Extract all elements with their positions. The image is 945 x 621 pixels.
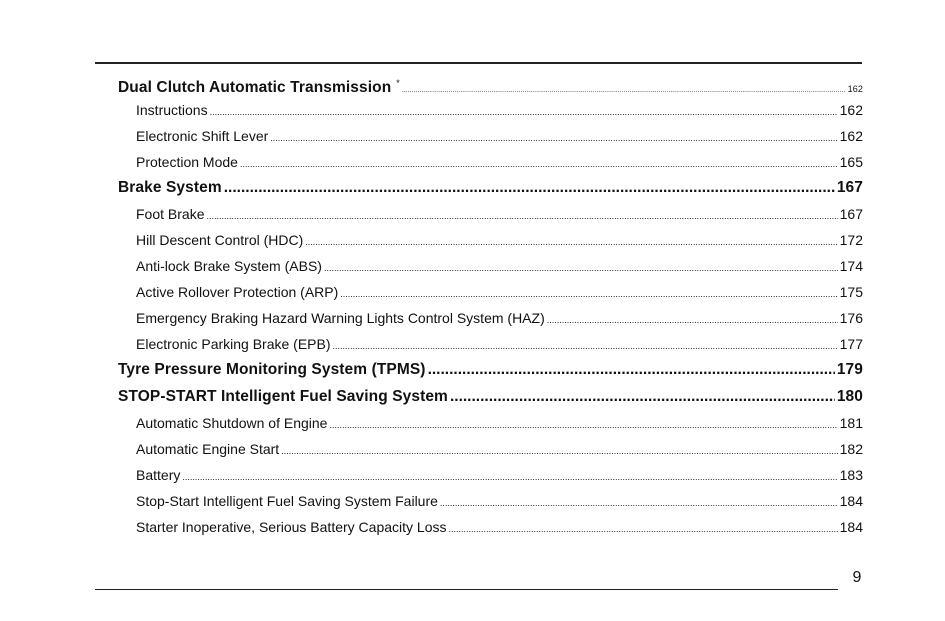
- toc-section-dual-clutch[interactable]: [118, 70, 863, 97]
- toc-dot-leader: [210, 99, 838, 123]
- toc-page-number: 181: [839, 415, 863, 431]
- toc-item-title: Electronic Parking Brake (EPB): [136, 336, 331, 352]
- toc-item-title: Protection Mode: [136, 153, 238, 170]
- toc-item-active-rollover-protection[interactable]: [118, 279, 863, 305]
- toc-page-number: 167: [839, 206, 863, 222]
- toc-page-number: 167: [836, 178, 863, 196]
- toc-page-number: 162: [839, 127, 863, 144]
- top-divider: [95, 62, 862, 64]
- toc-item-title: Battery: [136, 467, 181, 483]
- toc-item-title: Automatic Engine Start: [136, 441, 280, 457]
- toc-dot-leader: [340, 281, 837, 305]
- toc-dot-leader: [448, 516, 837, 540]
- toc-page-number: 175: [839, 284, 863, 300]
- toc-page-number: 184: [839, 519, 863, 535]
- toc-item-automatic-shutdown[interactable]: [118, 410, 863, 436]
- toc-item-title: Stop-Start Intelligent Fuel Saving System Failure: [136, 493, 438, 509]
- table-of-contents: [118, 70, 863, 540]
- toc-star-marker: *: [396, 78, 400, 88]
- page-number: 9: [852, 569, 862, 586]
- toc-section-title: Brake System: [118, 178, 222, 196]
- toc-page-number: 183: [839, 467, 863, 483]
- toc-dot-leader: [270, 125, 837, 149]
- toc-item-hill-descent-control[interactable]: [118, 227, 863, 253]
- toc-dot-leader: [240, 151, 838, 175]
- toc-dot-leader: [324, 255, 838, 279]
- toc-page-number: 162: [847, 84, 863, 95]
- bottom-divider: [95, 589, 838, 590]
- toc-item-starter-inoperative[interactable]: [118, 514, 863, 540]
- toc-page-number: 179: [836, 361, 863, 378]
- toc-item-electronic-shift-lever[interactable]: [118, 123, 863, 149]
- toc-item-electronic-parking-brake[interactable]: [118, 331, 863, 357]
- toc-page-number: 182: [839, 441, 863, 457]
- toc-page-number: 162: [839, 101, 863, 118]
- toc-section-brake-system[interactable]: [118, 175, 863, 202]
- toc-section-title: Tyre Pressure Monitoring System (TPMS): [118, 361, 426, 378]
- toc-item-title: Foot Brake: [136, 206, 205, 222]
- toc-dot-leader: [281, 438, 837, 462]
- toc-section-tpms[interactable]: [118, 357, 863, 384]
- toc-dot-leader: [402, 78, 846, 96]
- toc-dot-leader: [329, 412, 837, 436]
- toc-page-number: 174: [839, 258, 863, 274]
- toc-item-battery[interactable]: [118, 462, 863, 488]
- toc-page-number: 177: [839, 336, 863, 352]
- toc-item-anti-lock-brake[interactable]: [118, 253, 863, 279]
- toc-dot-leader: [182, 464, 837, 488]
- toc-section-title: STOP-START Intelligent Fuel Saving System: [118, 387, 448, 405]
- toc-page-number: 165: [839, 153, 863, 170]
- toc-item-stop-start-failure[interactable]: [118, 488, 863, 514]
- toc-item-foot-brake[interactable]: [118, 201, 863, 227]
- toc-section-stop-start[interactable]: [118, 384, 863, 411]
- toc-dot-leader: [206, 203, 837, 227]
- toc-item-instructions[interactable]: [118, 97, 863, 123]
- toc-item-protection-mode[interactable]: [118, 149, 863, 175]
- toc-item-title: Hill Descent Control (HDC): [136, 232, 304, 248]
- toc-dot-leader: [224, 175, 835, 202]
- toc-item-title: Automatic Shutdown of Engine: [136, 415, 328, 431]
- toc-dot-leader: [428, 357, 835, 384]
- toc-item-automatic-engine-start[interactable]: [118, 436, 863, 462]
- toc-page-number: 176: [839, 310, 863, 326]
- toc-item-title: Electronic Shift Lever: [136, 127, 269, 144]
- toc-item-title: Anti-lock Brake System (ABS): [136, 258, 322, 274]
- toc-dot-leader: [305, 229, 837, 253]
- toc-dot-leader: [333, 333, 838, 357]
- toc-section-title: Dual Clutch Automatic Transmission *: [118, 78, 400, 97]
- toc-dot-leader: [440, 490, 838, 514]
- toc-item-title: Active Rollover Protection (ARP): [136, 284, 339, 300]
- toc-item-title: Instructions: [136, 101, 208, 118]
- toc-page-number: 172: [839, 232, 863, 248]
- toc-page-number: 184: [839, 493, 863, 509]
- toc-dot-leader: [450, 384, 835, 411]
- toc-dot-leader: [547, 307, 838, 331]
- toc-item-title: Starter Inoperative, Serious Battery Capacity Loss: [136, 519, 447, 535]
- toc-item-emergency-braking-hazard[interactable]: [118, 305, 863, 331]
- toc-item-title: Emergency Braking Hazard Warning Lights Control System (HAZ): [136, 310, 545, 326]
- toc-page-number: 180: [836, 387, 863, 405]
